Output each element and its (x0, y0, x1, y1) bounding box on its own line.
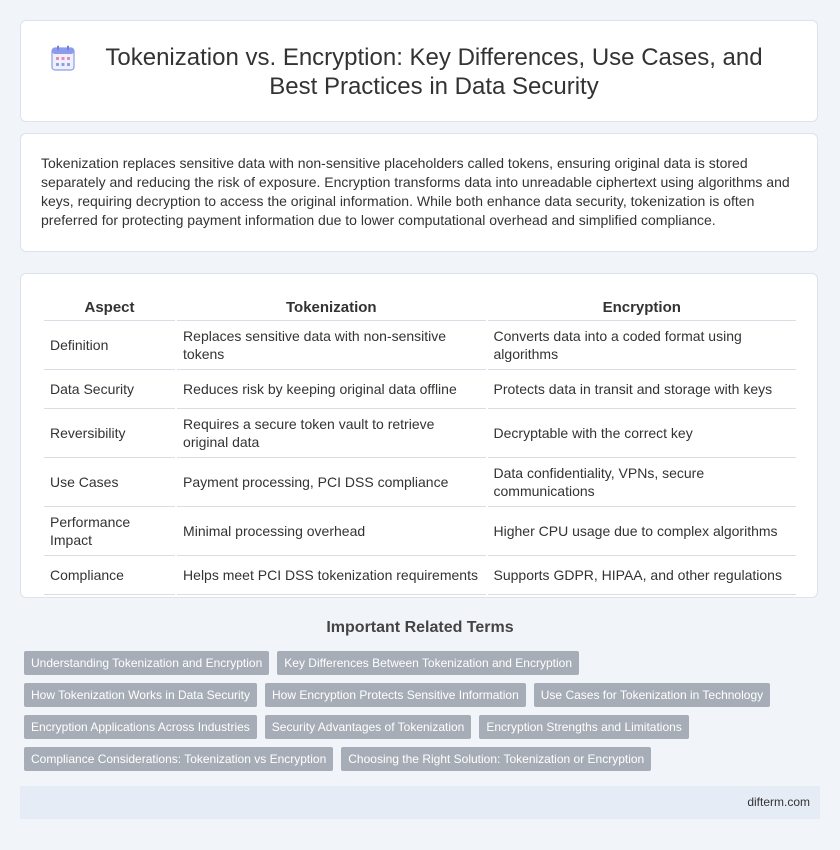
cell-tokenization: Payment processing, PCI DSS compliance (177, 458, 485, 507)
table-row (44, 321, 796, 370)
cell-aspect: Definition (44, 321, 175, 370)
related-term-tag[interactable]: How Tokenization Works in Data Security (24, 683, 257, 707)
footer (20, 786, 820, 819)
related-term-tag[interactable]: Use Cases for Tokenization in Technology (534, 683, 770, 707)
cell-aspect: Data Security (44, 370, 175, 409)
cell-encryption: Converts data into a coded format using algorithms (488, 321, 796, 370)
comparison-table (42, 294, 798, 595)
comparison-card (20, 273, 818, 598)
related-term-tag[interactable]: Compliance Considerations: Tokenization vs Encryption (24, 747, 333, 771)
cell-encryption: Decryptable with the correct key (488, 409, 796, 458)
cell-aspect: Reversibility (44, 409, 175, 458)
related-term-tag[interactable]: Security Advantages of Tokenization (265, 715, 472, 739)
table-row (44, 458, 796, 507)
intro-card (20, 133, 818, 252)
related-term-tag[interactable]: Understanding Tokenization and Encryption (24, 651, 269, 675)
cell-encryption: Data confidentiality, VPNs, secure communications (488, 458, 796, 507)
cell-encryption: Higher CPU usage due to complex algorithms (488, 507, 796, 556)
header-tokenization: Tokenization (177, 294, 485, 321)
cell-encryption: Protects data in transit and storage with keys (488, 370, 796, 409)
related-terms-title: Important Related Terms (326, 619, 514, 636)
related-term-tag[interactable]: How Encryption Protects Sensitive Information (265, 683, 526, 707)
related-term-tag[interactable]: Choosing the Right Solution: Tokenization or Encryption (341, 747, 651, 771)
table-row (44, 507, 796, 556)
cell-tokenization: Helps meet PCI DSS tokenization requirements (177, 556, 485, 595)
related-term-tag[interactable]: Key Differences Between Tokenization and Encryption (277, 651, 579, 675)
page-title: Tokenization vs. Encryption: Key Differences, Use Cases, and Best Practices in Data Security (105, 44, 763, 100)
cell-tokenization: Reduces risk by keeping original data offline (177, 370, 485, 409)
cell-tokenization: Requires a secure token vault to retrieve original data (177, 409, 485, 458)
table-header-row (44, 294, 796, 321)
cell-tokenization: Minimal processing overhead (177, 507, 485, 556)
related-terms-list (24, 651, 814, 779)
footer-site-link[interactable]: difterm.com (747, 795, 810, 809)
cell-aspect: Performance Impact (44, 507, 175, 556)
cell-encryption: Supports GDPR, HIPAA, and other regulations (488, 556, 796, 595)
header-card (20, 20, 818, 122)
header-aspect: Aspect (44, 294, 175, 321)
cell-tokenization: Replaces sensitive data with non-sensitive tokens (177, 321, 485, 370)
related-term-tag[interactable]: Encryption Applications Across Industries (24, 715, 257, 739)
table-row (44, 556, 796, 595)
header-encryption: Encryption (488, 294, 796, 321)
intro-paragraph: Tokenization replaces sensitive data with non-sensitive placeholders called tokens, ensuring original data is stored separately and reducing the risk of exposure. Encryption transforms data into unreadable ciphertext using algorithms and keys, requiring decryption to access the original information. While both enhance data security, tokenization is often preferred for protecting payment information due to lower computational overhead and simplified compliance. (41, 155, 790, 228)
table-row (44, 409, 796, 458)
table-row (44, 370, 796, 409)
cell-aspect: Use Cases (44, 458, 175, 507)
related-term-tag[interactable]: Encryption Strengths and Limitations (479, 715, 688, 739)
cell-aspect: Compliance (44, 556, 175, 595)
